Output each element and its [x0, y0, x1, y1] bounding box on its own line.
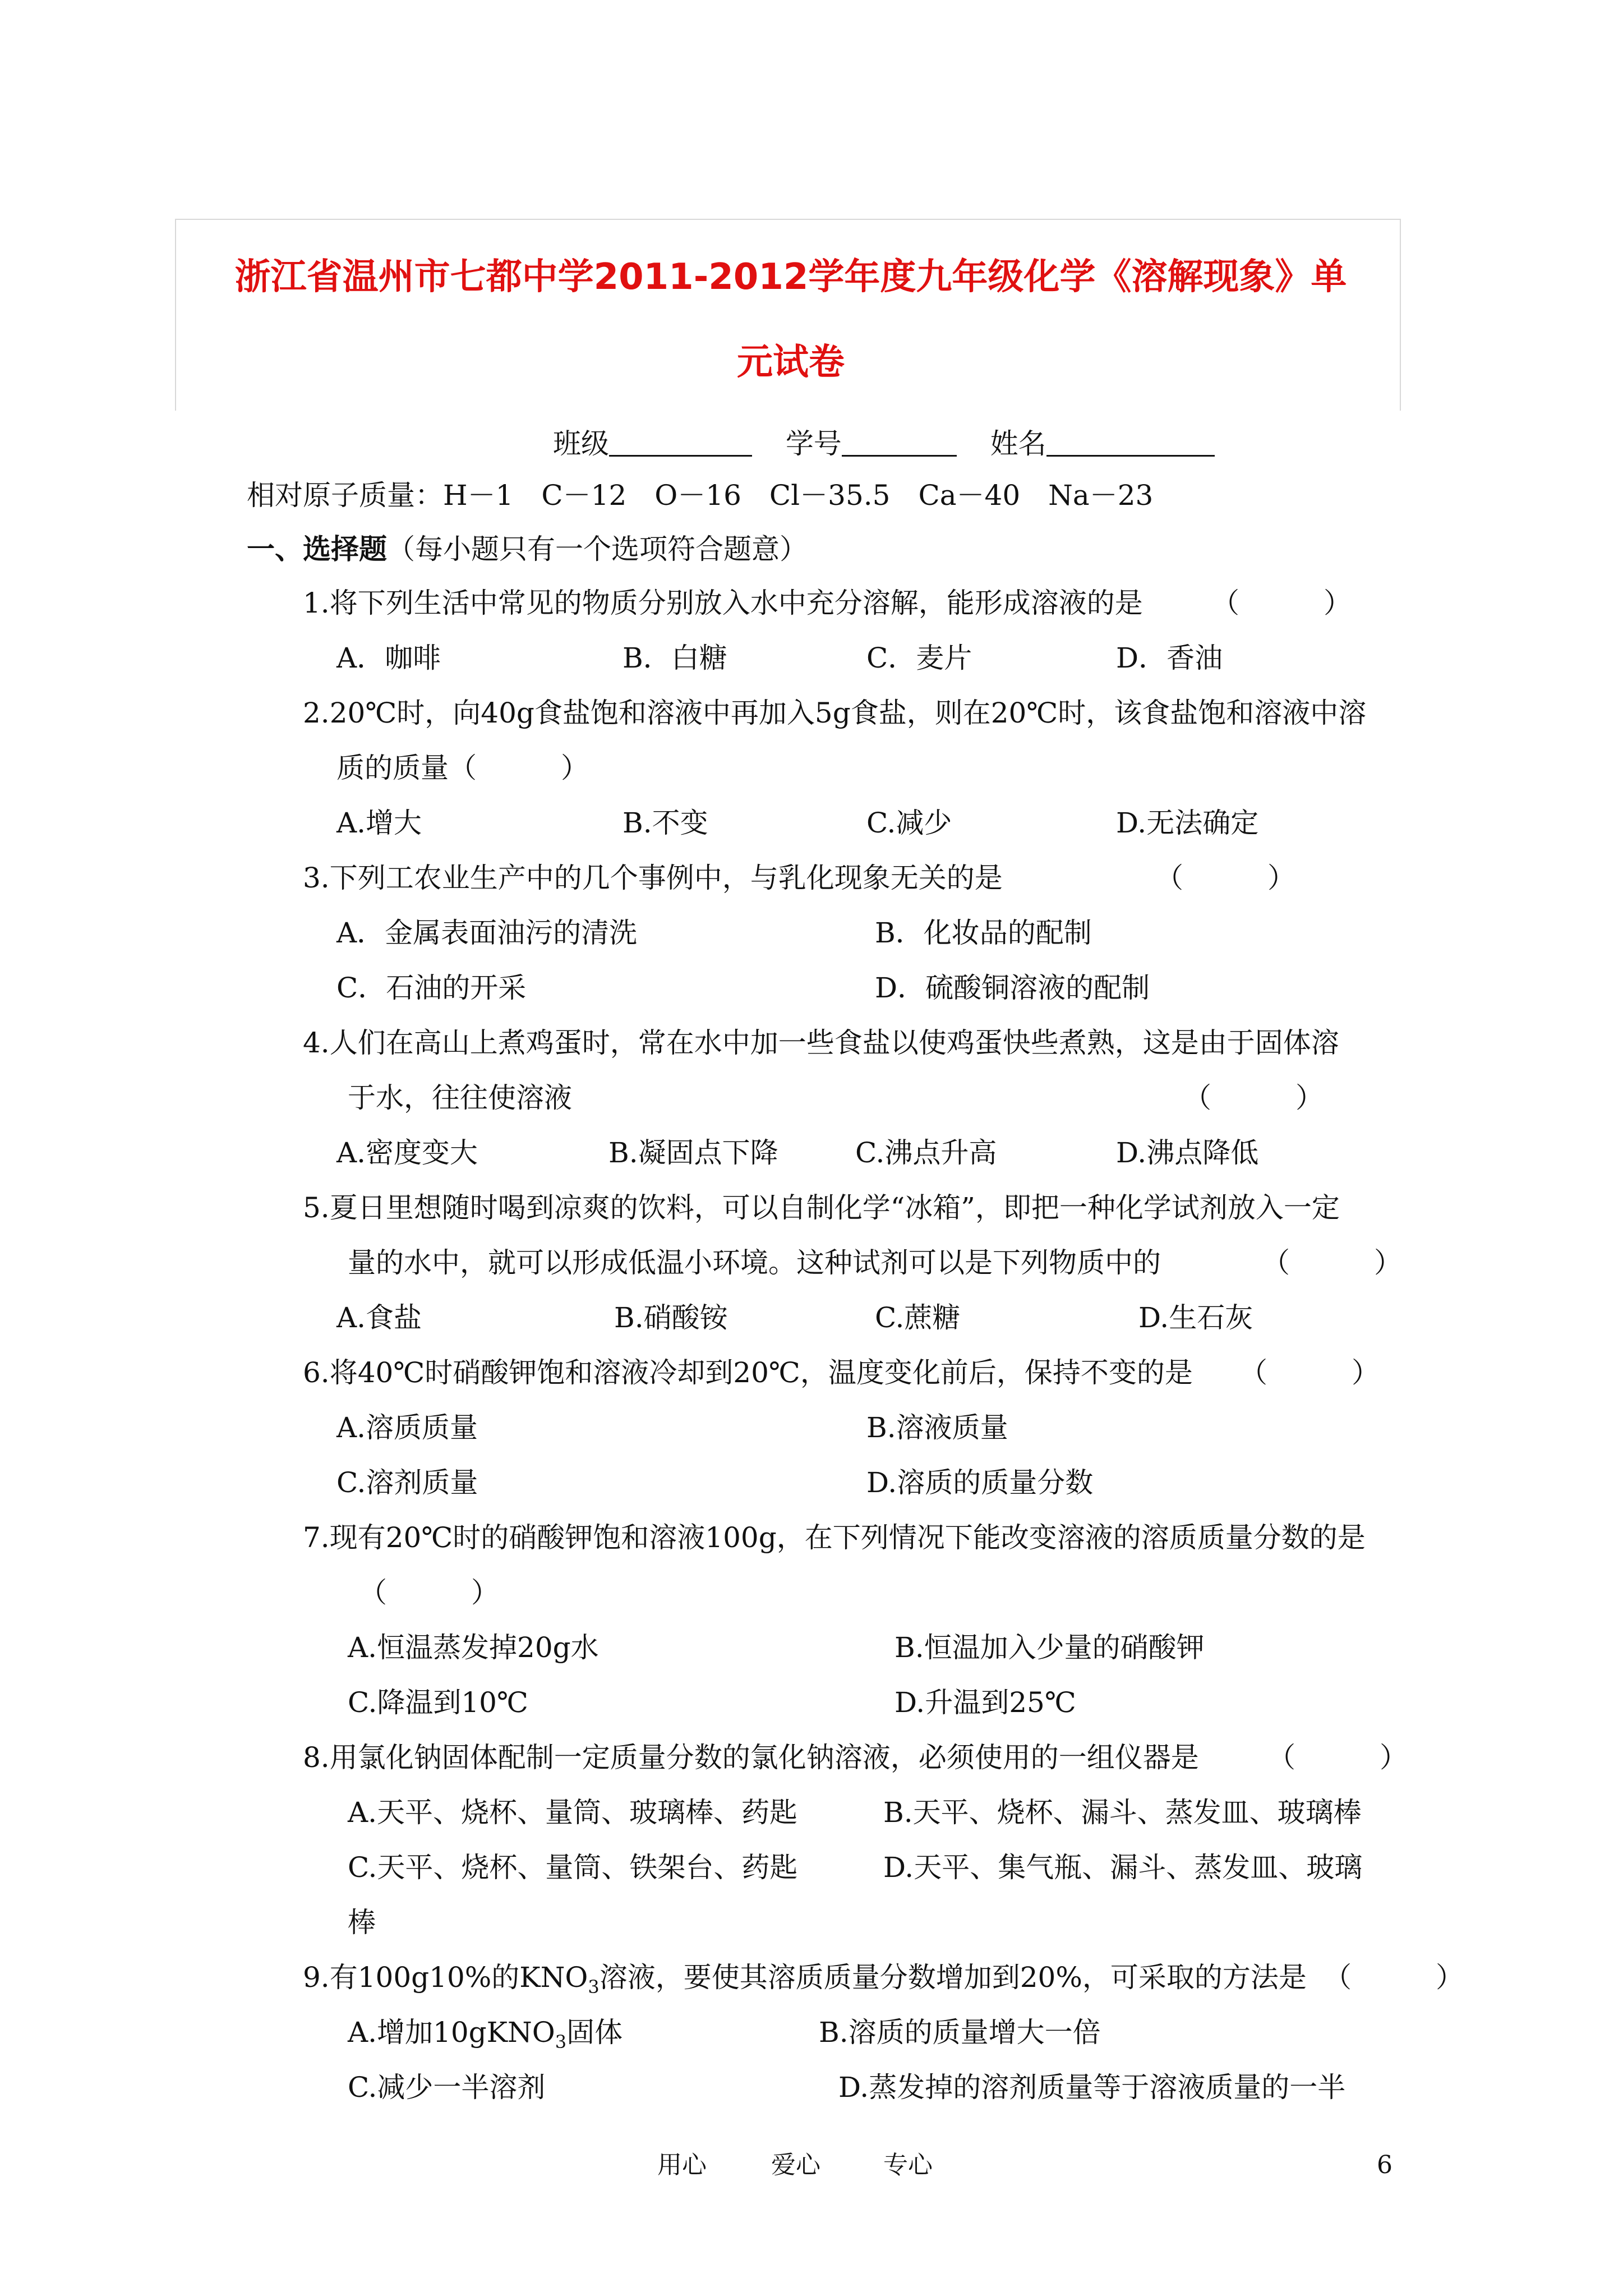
q3-answer-bracket[interactable]: （ ）	[1155, 862, 1295, 894]
student-info-row	[553, 424, 1215, 463]
q5-option-b[interactable]: B.硝酸铵	[614, 1301, 728, 1334]
q1-option-a[interactable]: A．咖啡	[336, 642, 441, 674]
page-number: 6	[1377, 2151, 1393, 2179]
title-line-1: 浙江省温州市七都中学2011-2012学年度九年级化学《溶解现象》单	[234, 256, 1347, 298]
q4-stem-continued: 于水，往往使溶液	[348, 1082, 572, 1114]
q8-option-d[interactable]: D.天平、集气瓶、漏斗、蒸发皿、玻璃	[883, 1851, 1363, 1884]
footer-text-3: 专心	[883, 2151, 933, 2179]
class-label: 班级	[553, 427, 609, 460]
q1-option-c[interactable]: C．麦片	[866, 642, 972, 674]
q5-stem: 5.夏日里想随时喝到凉爽的饮料，可以自制化学“冰箱”，即把一种化学试剂放入一定	[303, 1191, 1340, 1224]
q9-option-c[interactable]: C.减少一半溶剂	[348, 2071, 546, 2104]
q1-answer-bracket[interactable]: （ ）	[1211, 587, 1352, 619]
document-title	[191, 234, 1391, 405]
q1-option-b[interactable]: B．白糖	[623, 642, 727, 674]
name-label: 姓名	[990, 427, 1046, 460]
q3-option-a[interactable]: A．金属表面油污的清洗	[336, 917, 638, 949]
q5-answer-bracket[interactable]: （ ）	[1262, 1246, 1402, 1279]
footer-text-1: 用心	[657, 2151, 707, 2179]
q4-answer-bracket[interactable]: （ ）	[1183, 1082, 1324, 1114]
q3-option-c[interactable]: C．石油的开采	[336, 972, 527, 1004]
q8-stem: 8.用氯化钠固体配制一定质量分数的氯化钠溶液，必须使用的一组仪器是	[303, 1741, 1199, 1774]
q8-option-d-continued: 棒	[348, 1906, 376, 1939]
q5-option-d[interactable]: D.生石灰	[1138, 1301, 1253, 1334]
section-1-note: （每小题只有一个选项符合题意）	[387, 533, 808, 565]
q6-option-a[interactable]: A.溶质质量	[336, 1411, 478, 1444]
q7-answer-bracket[interactable]: （ ）	[359, 1576, 499, 1609]
q3-stem: 3.下列工农业生产中的几个事例中，与乳化现象无关的是	[303, 862, 1003, 894]
q6-option-c[interactable]: C.溶剂质量	[336, 1466, 478, 1499]
q2-option-d[interactable]: D.无法确定	[1116, 807, 1259, 839]
q2-stem-continued: 质的质量（ ）	[336, 752, 589, 784]
section-1-title: 一、选择题	[247, 532, 387, 565]
q6-answer-bracket[interactable]: （ ）	[1239, 1356, 1380, 1389]
section-1-heading	[247, 530, 808, 569]
q6-option-b[interactable]: B.溶液质量	[866, 1411, 1008, 1444]
q9-option-b[interactable]: B.溶质的质量增大一倍	[819, 2016, 1101, 2049]
q7-option-a[interactable]: A.恒温蒸发掉20g水	[348, 1631, 599, 1664]
q7-option-c[interactable]: C.降温到10℃	[348, 1686, 528, 1719]
q6-option-d[interactable]: D.溶质的质量分数	[866, 1466, 1094, 1499]
q4-option-c[interactable]: C.沸点升高	[855, 1137, 997, 1169]
q6-stem: 6.将40℃时硝酸钾饱和溶液冷却到20℃，温度变化前后，保持不变的是	[303, 1356, 1193, 1389]
q1-stem: 1.将下列生活中常见的物质分别放入水中充分溶解，能形成溶液的是	[303, 587, 1143, 619]
name-blank[interactable]	[1046, 428, 1215, 457]
q2-option-b[interactable]: B.不变	[623, 807, 708, 839]
title-line-2: 元试卷	[737, 342, 845, 383]
q5-stem-continued: 量的水中，就可以形成低温小环境。这种试剂可以是下列物质中的	[348, 1246, 1161, 1279]
q2-option-a[interactable]: A.增大	[336, 807, 422, 839]
q4-option-d[interactable]: D.沸点降低	[1116, 1137, 1259, 1169]
q8-option-a[interactable]: A.天平、烧杯、量筒、玻璃棒、药匙	[348, 1796, 798, 1829]
q8-option-b[interactable]: B.天平、烧杯、漏斗、蒸发皿、玻璃棒	[883, 1796, 1362, 1829]
q1-option-d[interactable]: D．香油	[1116, 642, 1223, 674]
q7-stem: 7.现有20℃时的硝酸钾饱和溶液100g，在下列情况下能改变溶液的溶质质量分数的是	[303, 1521, 1366, 1554]
q8-option-c[interactable]: C.天平、烧杯、量筒、铁架台、药匙	[348, 1851, 798, 1884]
q2-option-c[interactable]: C.减少	[866, 807, 952, 839]
q7-option-b[interactable]: B.恒温加入少量的硝酸钾	[895, 1631, 1205, 1664]
id-blank[interactable]	[842, 428, 957, 457]
q3-option-d[interactable]: D．硫酸铜溶液的配制	[875, 972, 1150, 1004]
q7-option-d[interactable]: D.升温到25℃	[895, 1686, 1076, 1719]
footer-text-2: 爱心	[771, 2151, 820, 2179]
class-blank[interactable]	[609, 428, 752, 457]
q8-answer-bracket[interactable]: （ ）	[1267, 1741, 1408, 1774]
q5-option-a[interactable]: A.食盐	[336, 1301, 422, 1334]
atomic-mass-line: 相对原子质量：H－1 C－12 O－16 Cl－35.5 Ca－40 Na－23	[247, 479, 1154, 512]
q9-answer-bracket[interactable]: （ ）	[1324, 1961, 1464, 1994]
q4-stem: 4.人们在高山上煮鸡蛋时，常在水中加一些食盐以使鸡蛋快些煮熟，这是由于固体溶	[303, 1027, 1339, 1059]
id-label: 学号	[785, 427, 842, 460]
q9-option-d[interactable]: D.蒸发掉的溶剂质量等于溶液质量的一半	[838, 2071, 1346, 2104]
q9-option-a[interactable]: A.增加10gKNO$_3$固体	[348, 2016, 623, 2053]
q4-option-a[interactable]: A.密度变大	[336, 1137, 478, 1169]
q9-stem: 9.有100g10%的$KNO_3$溶液，要使其溶质质量分数增加到20%，可采取的方法是	[303, 1961, 1307, 1998]
q4-option-b[interactable]: B.凝固点下降	[608, 1137, 778, 1169]
q2-stem: 2.20℃时，向40g食盐饱和溶液中再加入5g食盐，则在20℃时，该食盐饱和溶液中溶	[303, 697, 1367, 729]
q5-option-c[interactable]: C.蔗糖	[875, 1301, 961, 1334]
q3-option-b[interactable]: B．化妆品的配制	[875, 917, 1092, 949]
